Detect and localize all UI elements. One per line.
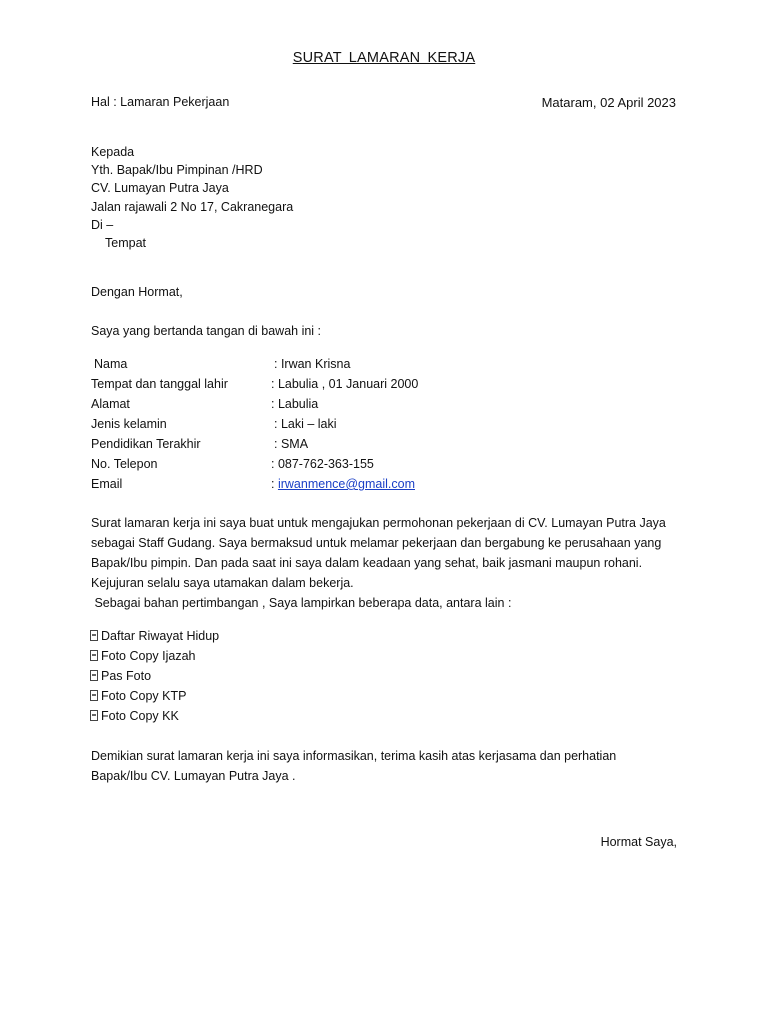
body-line: Sebagai bahan pertimbangan , Saya lampirkan beberapa data, antara lain :	[91, 596, 512, 610]
attachment-list	[90, 630, 219, 730]
body-line: sebagai Staff Gudang. Saya bermaksud untuk melamar pekerjaan dan bergabung ke perusahaan yang	[91, 536, 662, 550]
attachment-label: Pas Foto	[101, 669, 152, 683]
body-line: Surat lamaran kerja ini saya buat untuk mengajukan permohonan pekerjaan di CV. Lumayan Putra Jaya	[91, 516, 666, 530]
body-line: Kejujuran selalu saya utamakan dalam bekerja.	[91, 576, 354, 590]
addressee-line: Kepada	[91, 145, 135, 159]
attachment-label: Foto Copy KTP	[101, 689, 187, 703]
list-item	[90, 650, 219, 670]
subject-line: Hal : Lamaran Pekerjaan	[91, 95, 230, 109]
identity-label: No. Telepon	[91, 457, 158, 471]
identity-label: Email	[91, 477, 123, 491]
list-item	[90, 710, 219, 730]
identity-label: Alamat	[91, 397, 130, 411]
attachment-label: Foto Copy KK	[101, 709, 179, 723]
addressee-line: CV. Lumayan Putra Jaya	[91, 181, 229, 196]
body-paragraph	[91, 517, 666, 617]
bullet-icon	[90, 670, 98, 681]
identity-label: Pendidikan Terakhir	[91, 437, 201, 451]
bullet-icon	[90, 630, 98, 641]
place-date: Mataram, 02 April 2023	[541, 95, 676, 110]
addressee-line: Tempat	[105, 235, 146, 250]
addressee-block	[91, 146, 293, 255]
identity-value: : Laki – laki	[274, 417, 337, 431]
signoff: Hormat Saya,	[600, 835, 677, 849]
closing-line: Bapak/Ibu CV. Lumayan Putra Jaya .	[91, 769, 296, 783]
identity-value: : SMA	[274, 437, 309, 451]
identity-label: Jenis kelamin	[91, 417, 167, 431]
intro-line: Saya yang bertanda tangan di bawah ini :	[91, 324, 322, 338]
closing-paragraph	[91, 750, 616, 790]
addressee-line: Jalan rajawali 2 No 17, Cakranegara	[91, 199, 294, 214]
email-link[interactable]: irwanmence@gmail.com	[277, 477, 415, 491]
attachment-label: Daftar Riwayat Hidup	[101, 629, 220, 643]
letter-title: SURAT LAMARAN KERJA	[292, 50, 476, 66]
identity-value: : Labulia , 01 Januari 2000	[271, 377, 419, 391]
identity-value: : Labulia	[271, 397, 319, 411]
identity-value	[271, 478, 415, 491]
bullet-icon	[90, 710, 98, 721]
identity-value: : Irwan Krisna	[274, 357, 351, 371]
email-prefix: :	[271, 477, 278, 491]
identity-value: : 087-762-363-155	[271, 457, 374, 471]
addressee-line: Yth. Bapak/Ibu Pimpinan /HRD	[91, 163, 263, 178]
identity-label: Nama	[94, 357, 128, 371]
list-item	[90, 630, 219, 650]
identity-label: Tempat dan tanggal lahir	[91, 377, 228, 391]
body-line: Bapak/Ibu pimpin. Dan pada saat ini saya dalam keadaan yang sehat, baik jasmani maupun rohani.	[91, 556, 643, 570]
list-item	[90, 690, 219, 710]
bullet-icon	[90, 650, 98, 661]
attachment-label: Foto Copy Ijazah	[101, 649, 196, 663]
addressee-line: Di –	[91, 217, 114, 232]
greeting: Dengan Hormat,	[91, 285, 183, 299]
list-item	[90, 670, 219, 690]
closing-line: Demikian surat lamaran kerja ini saya informasikan, terima kasih atas kerjasama dan perhatian	[91, 749, 617, 763]
bullet-icon	[90, 690, 98, 701]
